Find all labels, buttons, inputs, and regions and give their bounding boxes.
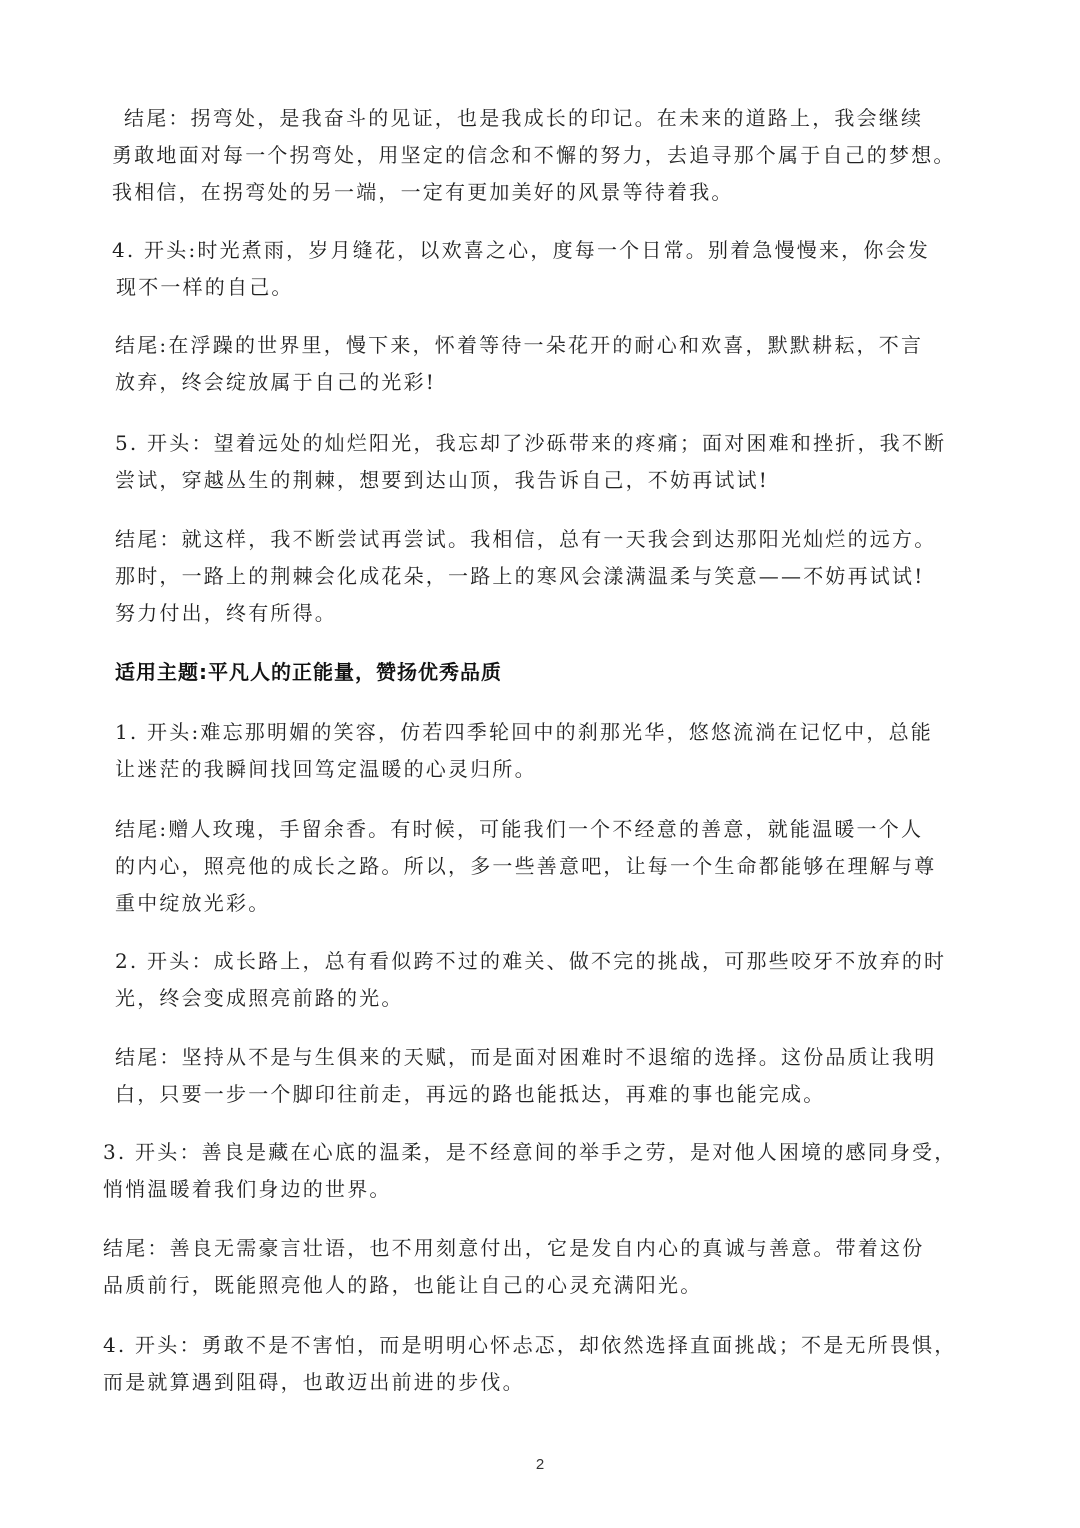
text-line: 那时，一路上的荆棘会化成花朵，一路上的寒风会漾满温柔与笑意——不妨再试试! — [115, 564, 925, 588]
paragraph-opening-3 — [103, 1134, 956, 1208]
paragraph-ending-3 — [103, 1230, 924, 1304]
text-line: 1. 开头:难忘那明媚的笑容，仿若四季轮回中的刹那光华，悠悠流淌在记忆中，总能 — [115, 720, 933, 744]
text-line: 结尾:在浮躁的世界里，慢下来，怀着等待一朵花开的耐心和欢喜，默默耕耘，不言 — [115, 333, 924, 357]
text-line: 4. 开头:时光煮雨，岁月缝花，以欢喜之心，度每一个日常。别着急慢慢来，你会发 — [112, 238, 930, 262]
text-line: 现不一样的自己。 — [116, 275, 294, 299]
text-line: 白，只要一步一个脚印往前走，再远的路也能抵达，再难的事也能完成。 — [115, 1082, 826, 1106]
paragraph-opening-5 — [115, 425, 946, 499]
text-line: 结尾：拐弯处，是我奋斗的见证，也是我成长的印记。在未来的道路上，我会继续 — [124, 106, 924, 130]
paragraph-ending-2 — [115, 1039, 936, 1113]
text-line: 我相信，在拐弯处的另一端，一定有更加美好的风景等待着我。 — [112, 180, 734, 204]
text-line: 努力付出，终有所得。 — [115, 601, 337, 625]
paragraph-ending-1 — [115, 811, 936, 922]
text-line: 的内心，照亮他的成长之路。所以，多一些善意吧，让每一个生命都能够在理解与尊 — [115, 854, 937, 878]
text-line: 重中绽放光彩。 — [115, 891, 271, 915]
paragraph-opening-4 — [112, 232, 930, 306]
page-number: 2 — [535, 1456, 545, 1473]
paragraph-ending-4 — [115, 327, 923, 401]
paragraph-ending-5 — [115, 521, 936, 632]
text-line: 4. 开头：勇敢不是不害怕，而是明明心怀忐忑，却依然选择直面挑战；不是无所畏惧， — [103, 1333, 957, 1357]
text-line: 勇敢地面对每一个拐弯处，用坚定的信念和不懈的努力，去追寻那个属于自己的梦想。 — [112, 143, 956, 167]
paragraph-opening-4b — [103, 1327, 956, 1401]
section-heading: 适用主题:平凡人的正能量，赞扬优秀品质 — [115, 660, 502, 684]
text-line: 3. 开头：善良是藏在心底的温柔，是不经意间的举手之劳，是对他人困境的感同身受， — [103, 1140, 957, 1164]
text-line: 尝试，穿越丛生的荆棘，想要到达山顶，我告诉自己，不妨再试试! — [115, 468, 770, 492]
text-line: 悄悄温暖着我们身边的世界。 — [103, 1177, 392, 1201]
text-line: 品质前行，既能照亮他人的路，也能让自己的心灵充满阳光。 — [103, 1273, 703, 1297]
text-line: 让迷茫的我瞬间找回笃定温暖的心灵归所。 — [115, 757, 537, 781]
text-line: 结尾：善良无需豪言壮语，也不用刻意付出，它是发自内心的真诚与善意。带着这份 — [103, 1236, 925, 1260]
paragraph-opening-1 — [115, 714, 933, 788]
text-line: 结尾:赠人玫瑰，手留余香。有时候，可能我们一个不经意的善意，就能温暖一个人 — [115, 817, 924, 841]
paragraph-opening-2 — [115, 943, 946, 1017]
paragraph-ending-turning-point — [112, 100, 956, 211]
text-line: 而是就算遇到阻碍，也敢迈出前进的步伐。 — [103, 1370, 525, 1394]
text-line: 2. 开头：成长路上，总有看似跨不过的难关、做不完的挑战，可那些咬牙不放弃的时 — [115, 949, 947, 973]
text-line: 结尾：就这样，我不断尝试再尝试。我相信，总有一天我会到达那阳光灿烂的远方。 — [115, 527, 937, 551]
text-line: 5. 开头：望着远处的灿烂阳光，我忘却了沙砾带来的疼痛；面对困难和挫折，我不断 — [115, 431, 947, 455]
text-line: 放弃，终会绽放属于自己的光彩! — [115, 370, 437, 394]
text-line: 结尾：坚持从不是与生俱来的天赋，而是面对困难时不退缩的选择。这份品质让我明 — [115, 1045, 937, 1069]
text-line: 光，终会变成照亮前路的光。 — [115, 986, 404, 1010]
